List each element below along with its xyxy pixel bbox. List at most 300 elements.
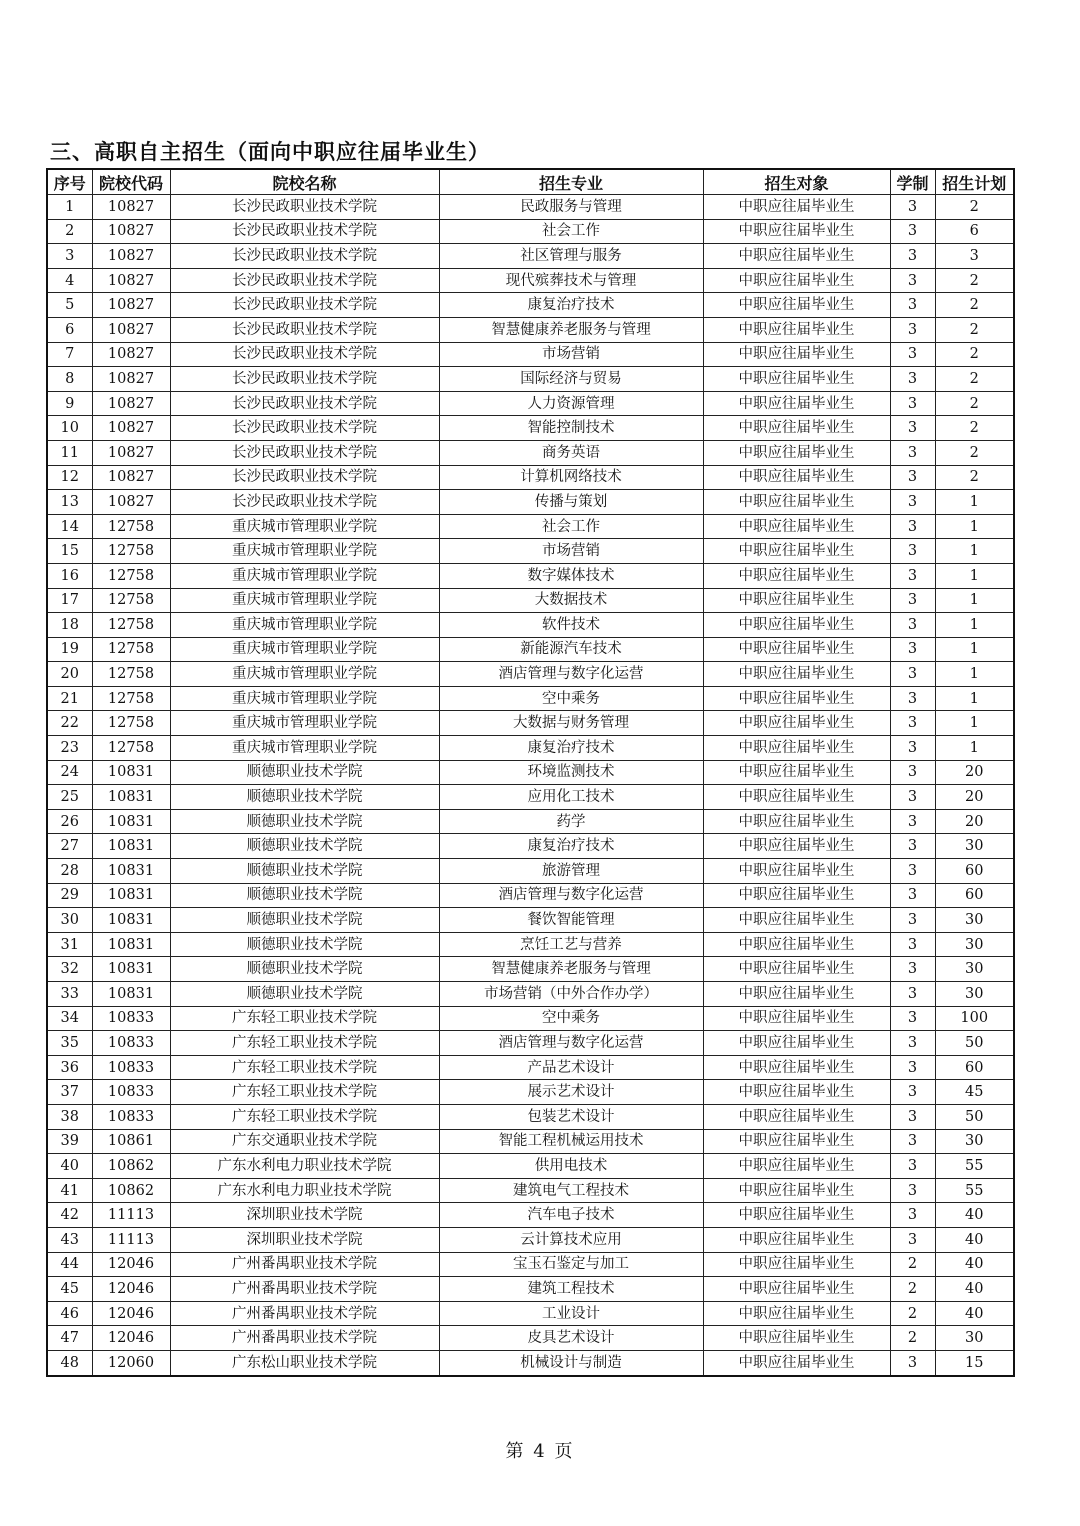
table-row	[47, 416, 1014, 441]
table-cell: 100	[935, 1006, 1014, 1031]
table-cell: 47	[47, 1326, 92, 1351]
table-cell: 3	[890, 908, 935, 933]
table-cell: 12758	[92, 637, 170, 662]
table-cell: 3	[890, 317, 935, 342]
table-cell: 10827	[92, 195, 170, 220]
table-cell: 长沙民政职业技术学院	[170, 465, 439, 490]
table-cell: 10831	[92, 982, 170, 1007]
table-cell: 机械设计与制造	[439, 1350, 703, 1375]
table-cell: 10831	[92, 859, 170, 884]
table-cell: 空中乘务	[439, 1006, 703, 1031]
table-cell: 供用电技术	[439, 1154, 703, 1179]
table-row	[47, 514, 1014, 539]
table-cell: 10827	[92, 219, 170, 244]
table-cell: 10861	[92, 1129, 170, 1154]
table-cell: 广东轻工职业技术学院	[170, 1104, 439, 1129]
table-cell: 3	[890, 1055, 935, 1080]
table-cell: 中职应往届毕业生	[703, 416, 890, 441]
table-cell: 顺德职业技术学院	[170, 883, 439, 908]
table-cell: 商务英语	[439, 440, 703, 465]
table-cell: 40	[47, 1154, 92, 1179]
table-cell: 酒店管理与数字化运营	[439, 662, 703, 687]
table-cell: 12758	[92, 563, 170, 588]
table-cell: 中职应往届毕业生	[703, 1031, 890, 1056]
table-cell: 55	[935, 1154, 1014, 1179]
table-cell: 3	[890, 563, 935, 588]
table-row	[47, 1301, 1014, 1326]
table-cell: 46	[47, 1301, 92, 1326]
table-cell: 中职应往届毕业生	[703, 908, 890, 933]
table-cell: 23	[47, 736, 92, 761]
table-cell: 长沙民政职业技术学院	[170, 342, 439, 367]
admission-table	[46, 168, 1015, 1377]
table-cell: 中职应往届毕业生	[703, 686, 890, 711]
table-cell: 6	[47, 317, 92, 342]
table-cell: 20	[935, 809, 1014, 834]
table-cell: 重庆城市管理职业学院	[170, 736, 439, 761]
table-cell: 12758	[92, 686, 170, 711]
table-cell: 3	[890, 662, 935, 687]
table-cell: 3	[890, 637, 935, 662]
table-cell: 39	[47, 1129, 92, 1154]
table-cell: 中职应往届毕业生	[703, 982, 890, 1007]
table-cell: 中职应往届毕业生	[703, 859, 890, 884]
table-row	[47, 711, 1014, 736]
table-row	[47, 883, 1014, 908]
table-cell: 12758	[92, 588, 170, 613]
table-cell: 顺德职业技术学院	[170, 760, 439, 785]
table-row	[47, 637, 1014, 662]
header-cell: 招生对象	[703, 169, 890, 195]
table-cell: 10831	[92, 932, 170, 957]
table-cell: 宝玉石鉴定与加工	[439, 1252, 703, 1277]
table-cell: 22	[47, 711, 92, 736]
table-row	[47, 686, 1014, 711]
table-cell: 3	[890, 711, 935, 736]
table-cell: 30	[935, 1326, 1014, 1351]
table-cell: 重庆城市管理职业学院	[170, 539, 439, 564]
table-cell: 长沙民政职业技术学院	[170, 490, 439, 515]
table-cell: 2	[935, 465, 1014, 490]
table-cell: 环境监测技术	[439, 760, 703, 785]
table-cell: 10827	[92, 317, 170, 342]
table-row	[47, 317, 1014, 342]
table-cell: 40	[935, 1301, 1014, 1326]
table-cell: 2	[935, 195, 1014, 220]
table-cell: 1	[935, 662, 1014, 687]
table-cell: 长沙民政职业技术学院	[170, 244, 439, 269]
table-cell: 37	[47, 1080, 92, 1105]
table-cell: 餐饮智能管理	[439, 908, 703, 933]
table-cell: 康复治疗技术	[439, 736, 703, 761]
table-cell: 中职应往届毕业生	[703, 1277, 890, 1302]
table-cell: 广州番禺职业技术学院	[170, 1326, 439, 1351]
table-cell: 10827	[92, 465, 170, 490]
table-cell: 3	[890, 834, 935, 859]
table-cell: 40	[935, 1277, 1014, 1302]
table-row	[47, 613, 1014, 638]
table-cell: 中职应往届毕业生	[703, 662, 890, 687]
table-cell: 48	[47, 1350, 92, 1375]
table-cell: 3	[890, 736, 935, 761]
table-cell: 3	[935, 244, 1014, 269]
table-cell: 中职应往届毕业生	[703, 1154, 890, 1179]
table-cell: 顺德职业技术学院	[170, 957, 439, 982]
table-cell: 长沙民政职业技术学院	[170, 195, 439, 220]
table-cell: 中职应往届毕业生	[703, 367, 890, 392]
table-cell: 智慧健康养老服务与管理	[439, 957, 703, 982]
table-cell: 43	[47, 1227, 92, 1252]
table-cell: 60	[935, 883, 1014, 908]
table-cell: 3	[890, 490, 935, 515]
table-cell: 广州番禺职业技术学院	[170, 1277, 439, 1302]
table-cell: 60	[935, 1055, 1014, 1080]
table-cell: 空中乘务	[439, 686, 703, 711]
table-cell: 3	[890, 367, 935, 392]
table-cell: 产品艺术设计	[439, 1055, 703, 1080]
table-cell: 1	[935, 686, 1014, 711]
table-cell: 1	[935, 539, 1014, 564]
page-number: 第 4 页	[505, 1441, 575, 1462]
table-row	[47, 809, 1014, 834]
table-cell: 45	[47, 1277, 92, 1302]
table-cell: 12046	[92, 1252, 170, 1277]
table-cell: 2	[890, 1326, 935, 1351]
table-cell: 3	[890, 883, 935, 908]
table-row	[47, 588, 1014, 613]
table-cell: 中职应往届毕业生	[703, 342, 890, 367]
table-cell: 4	[47, 268, 92, 293]
table-cell: 中职应往届毕业生	[703, 637, 890, 662]
table-cell: 中职应往届毕业生	[703, 440, 890, 465]
table-cell: 大数据与财务管理	[439, 711, 703, 736]
table-cell: 3	[890, 268, 935, 293]
table-row	[47, 859, 1014, 884]
table-cell: 顺德职业技术学院	[170, 908, 439, 933]
table-cell: 长沙民政职业技术学院	[170, 367, 439, 392]
table-cell: 1	[935, 711, 1014, 736]
table-cell: 1	[47, 195, 92, 220]
table-cell: 中职应往届毕业生	[703, 1326, 890, 1351]
table-cell: 中职应往届毕业生	[703, 613, 890, 638]
table-cell: 中职应往届毕业生	[703, 465, 890, 490]
table-cell: 深圳职业技术学院	[170, 1203, 439, 1228]
table-cell: 中职应往届毕业生	[703, 760, 890, 785]
table-cell: 11113	[92, 1227, 170, 1252]
header-cell: 序号	[47, 169, 92, 195]
table-cell: 12046	[92, 1326, 170, 1351]
table-row	[47, 1203, 1014, 1228]
table-cell: 数字媒体技术	[439, 563, 703, 588]
table-row	[47, 195, 1014, 220]
table-cell: 中职应往届毕业生	[703, 293, 890, 318]
table-cell: 顺德职业技术学院	[170, 982, 439, 1007]
table-cell: 3	[890, 416, 935, 441]
table-cell: 10833	[92, 1055, 170, 1080]
table-cell: 建筑电气工程技术	[439, 1178, 703, 1203]
table-cell: 34	[47, 1006, 92, 1031]
table-cell: 38	[47, 1104, 92, 1129]
table-cell: 深圳职业技术学院	[170, 1227, 439, 1252]
table-cell: 计算机网络技术	[439, 465, 703, 490]
table-cell: 12758	[92, 662, 170, 687]
table-cell: 长沙民政职业技术学院	[170, 440, 439, 465]
table-cell: 2	[935, 293, 1014, 318]
table-cell: 10827	[92, 367, 170, 392]
table-cell: 3	[890, 859, 935, 884]
table-cell: 12060	[92, 1350, 170, 1375]
table-cell: 酒店管理与数字化运营	[439, 1031, 703, 1056]
header-cell: 院校名称	[170, 169, 439, 195]
table-cell: 3	[890, 1227, 935, 1252]
table-cell: 3	[890, 932, 935, 957]
table-cell: 康复治疗技术	[439, 293, 703, 318]
table-cell: 55	[935, 1178, 1014, 1203]
table-cell: 30	[935, 932, 1014, 957]
table-cell: 重庆城市管理职业学院	[170, 686, 439, 711]
table-cell: 2	[890, 1301, 935, 1326]
table-cell: 10831	[92, 809, 170, 834]
table-cell: 广州番禺职业技术学院	[170, 1252, 439, 1277]
table-cell: 30	[935, 1129, 1014, 1154]
table-row	[47, 563, 1014, 588]
table-cell: 1	[935, 490, 1014, 515]
table-cell: 3	[890, 760, 935, 785]
table-cell: 大数据技术	[439, 588, 703, 613]
table-cell: 24	[47, 760, 92, 785]
table-cell: 中职应往届毕业生	[703, 736, 890, 761]
table-cell: 20	[935, 785, 1014, 810]
table-cell: 顺德职业技术学院	[170, 859, 439, 884]
table-cell: 21	[47, 686, 92, 711]
table-row	[47, 490, 1014, 515]
table-cell: 12758	[92, 514, 170, 539]
table-cell: 10831	[92, 957, 170, 982]
table-cell: 长沙民政职业技术学院	[170, 391, 439, 416]
table-cell: 2	[935, 268, 1014, 293]
table-row	[47, 1129, 1014, 1154]
table-cell: 3	[890, 982, 935, 1007]
table-cell: 28	[47, 859, 92, 884]
table-cell: 中职应往届毕业生	[703, 1104, 890, 1129]
table-cell: 旅游管理	[439, 859, 703, 884]
table-cell: 长沙民政职业技术学院	[170, 268, 439, 293]
table-cell: 3	[890, 195, 935, 220]
table-cell: 重庆城市管理职业学院	[170, 588, 439, 613]
table-cell: 60	[935, 859, 1014, 884]
table-cell: 10827	[92, 342, 170, 367]
table-cell: 3	[890, 613, 935, 638]
table-cell: 30	[935, 957, 1014, 982]
table-cell: 烹饪工艺与营养	[439, 932, 703, 957]
table-body	[47, 195, 1014, 1376]
table-cell: 长沙民政职业技术学院	[170, 293, 439, 318]
table-cell: 重庆城市管理职业学院	[170, 637, 439, 662]
table-cell: 长沙民政职业技术学院	[170, 219, 439, 244]
table-cell: 展示艺术设计	[439, 1080, 703, 1105]
table-cell: 3	[890, 686, 935, 711]
table-cell: 10831	[92, 883, 170, 908]
table-cell: 45	[935, 1080, 1014, 1105]
table-cell: 智慧健康养老服务与管理	[439, 317, 703, 342]
table-cell: 工业设计	[439, 1301, 703, 1326]
table-cell: 中职应往届毕业生	[703, 490, 890, 515]
table-cell: 3	[890, 440, 935, 465]
table-cell: 重庆城市管理职业学院	[170, 514, 439, 539]
table-cell: 云计算技术应用	[439, 1227, 703, 1252]
table-cell: 中职应往届毕业生	[703, 391, 890, 416]
table-cell: 3	[890, 1080, 935, 1105]
table-cell: 36	[47, 1055, 92, 1080]
table-cell: 3	[890, 219, 935, 244]
table-cell: 康复治疗技术	[439, 834, 703, 859]
table-cell: 3	[890, 1129, 935, 1154]
table-cell: 41	[47, 1178, 92, 1203]
table-cell: 12	[47, 465, 92, 490]
table-row	[47, 1031, 1014, 1056]
table-row	[47, 760, 1014, 785]
table-cell: 10827	[92, 391, 170, 416]
table-row	[47, 465, 1014, 490]
table-cell: 10831	[92, 834, 170, 859]
table-cell: 33	[47, 982, 92, 1007]
table-row	[47, 1350, 1014, 1375]
table-cell: 10833	[92, 1006, 170, 1031]
table-cell: 35	[47, 1031, 92, 1056]
table-cell: 6	[935, 219, 1014, 244]
table-cell: 中职应往届毕业生	[703, 834, 890, 859]
table-cell: 2	[935, 440, 1014, 465]
table-cell: 汽车电子技术	[439, 1203, 703, 1228]
table-cell: 3	[890, 514, 935, 539]
table-cell: 顺德职业技术学院	[170, 809, 439, 834]
table-cell: 3	[890, 293, 935, 318]
table-cell: 10827	[92, 416, 170, 441]
table-cell: 中职应往届毕业生	[703, 244, 890, 269]
table-cell: 10827	[92, 268, 170, 293]
table-cell: 1	[935, 514, 1014, 539]
table-cell: 软件技术	[439, 613, 703, 638]
table-cell: 中职应往届毕业生	[703, 1203, 890, 1228]
table-cell: 40	[935, 1227, 1014, 1252]
table-cell: 2	[935, 317, 1014, 342]
header-cell: 学制	[890, 169, 935, 195]
table-cell: 中职应往届毕业生	[703, 317, 890, 342]
table-cell: 重庆城市管理职业学院	[170, 662, 439, 687]
table-cell: 国际经济与贸易	[439, 367, 703, 392]
table-cell: 3	[890, 465, 935, 490]
table-cell: 10831	[92, 760, 170, 785]
table-row	[47, 440, 1014, 465]
header-cell: 院校代码	[92, 169, 170, 195]
table-cell: 广东轻工职业技术学院	[170, 1031, 439, 1056]
table-cell: 11113	[92, 1203, 170, 1228]
table-cell: 2	[890, 1252, 935, 1277]
table-row	[47, 1178, 1014, 1203]
table-row	[47, 736, 1014, 761]
table-cell: 40	[935, 1203, 1014, 1228]
table-cell: 重庆城市管理职业学院	[170, 613, 439, 638]
table-row	[47, 219, 1014, 244]
table-cell: 建筑工程技术	[439, 1277, 703, 1302]
table-cell: 中职应往届毕业生	[703, 1006, 890, 1031]
table-row	[47, 539, 1014, 564]
table-cell: 32	[47, 957, 92, 982]
table-cell: 中职应往届毕业生	[703, 195, 890, 220]
table-cell: 30	[935, 982, 1014, 1007]
table-cell: 2	[935, 367, 1014, 392]
table-cell: 顺德职业技术学院	[170, 834, 439, 859]
table-cell: 3	[890, 809, 935, 834]
table-row	[47, 367, 1014, 392]
table-cell: 3	[890, 539, 935, 564]
table-cell: 社会工作	[439, 219, 703, 244]
table-cell: 16	[47, 563, 92, 588]
table-cell: 29	[47, 883, 92, 908]
table-cell: 3	[890, 1031, 935, 1056]
table-cell: 中职应往届毕业生	[703, 1301, 890, 1326]
table-cell: 27	[47, 834, 92, 859]
table-cell: 广东轻工职业技术学院	[170, 1080, 439, 1105]
table-cell: 中职应往届毕业生	[703, 785, 890, 810]
table-cell: 50	[935, 1031, 1014, 1056]
table-cell: 中职应往届毕业生	[703, 1129, 890, 1154]
table-cell: 广东水利电力职业技术学院	[170, 1154, 439, 1179]
table-cell: 31	[47, 932, 92, 957]
table-cell: 重庆城市管理职业学院	[170, 563, 439, 588]
table-cell: 3	[890, 1154, 935, 1179]
table-cell: 50	[935, 1104, 1014, 1129]
table-cell: 市场营销	[439, 342, 703, 367]
table-cell: 5	[47, 293, 92, 318]
table-cell: 社区管理与服务	[439, 244, 703, 269]
table-cell: 20	[935, 760, 1014, 785]
table-cell: 传播与策划	[439, 490, 703, 515]
table-cell: 1	[935, 588, 1014, 613]
table-row	[47, 957, 1014, 982]
table-cell: 社会工作	[439, 514, 703, 539]
table-cell: 10831	[92, 908, 170, 933]
table-cell: 中职应往届毕业生	[703, 1178, 890, 1203]
table-cell: 2	[935, 342, 1014, 367]
table-cell: 2	[890, 1277, 935, 1302]
table-cell: 3	[890, 1178, 935, 1203]
table-cell: 中职应往届毕业生	[703, 957, 890, 982]
table-cell: 13	[47, 490, 92, 515]
table-row	[47, 785, 1014, 810]
table-cell: 10827	[92, 244, 170, 269]
table-cell: 12758	[92, 736, 170, 761]
table-cell: 25	[47, 785, 92, 810]
header-cell: 招生专业	[439, 169, 703, 195]
table-cell: 中职应往届毕业生	[703, 219, 890, 244]
table-cell: 15	[47, 539, 92, 564]
table-cell: 2	[47, 219, 92, 244]
table-row	[47, 268, 1014, 293]
table-row	[47, 342, 1014, 367]
table-cell: 人力资源管理	[439, 391, 703, 416]
table-cell: 中职应往届毕业生	[703, 1227, 890, 1252]
table-cell: 40	[935, 1252, 1014, 1277]
table-cell: 7	[47, 342, 92, 367]
table-cell: 2	[935, 416, 1014, 441]
table-cell: 包装艺术设计	[439, 1104, 703, 1129]
table-cell: 中职应往届毕业生	[703, 1080, 890, 1105]
table-cell: 顺德职业技术学院	[170, 785, 439, 810]
table-cell: 3	[890, 1350, 935, 1375]
table-row	[47, 1326, 1014, 1351]
table-cell: 广东交通职业技术学院	[170, 1129, 439, 1154]
